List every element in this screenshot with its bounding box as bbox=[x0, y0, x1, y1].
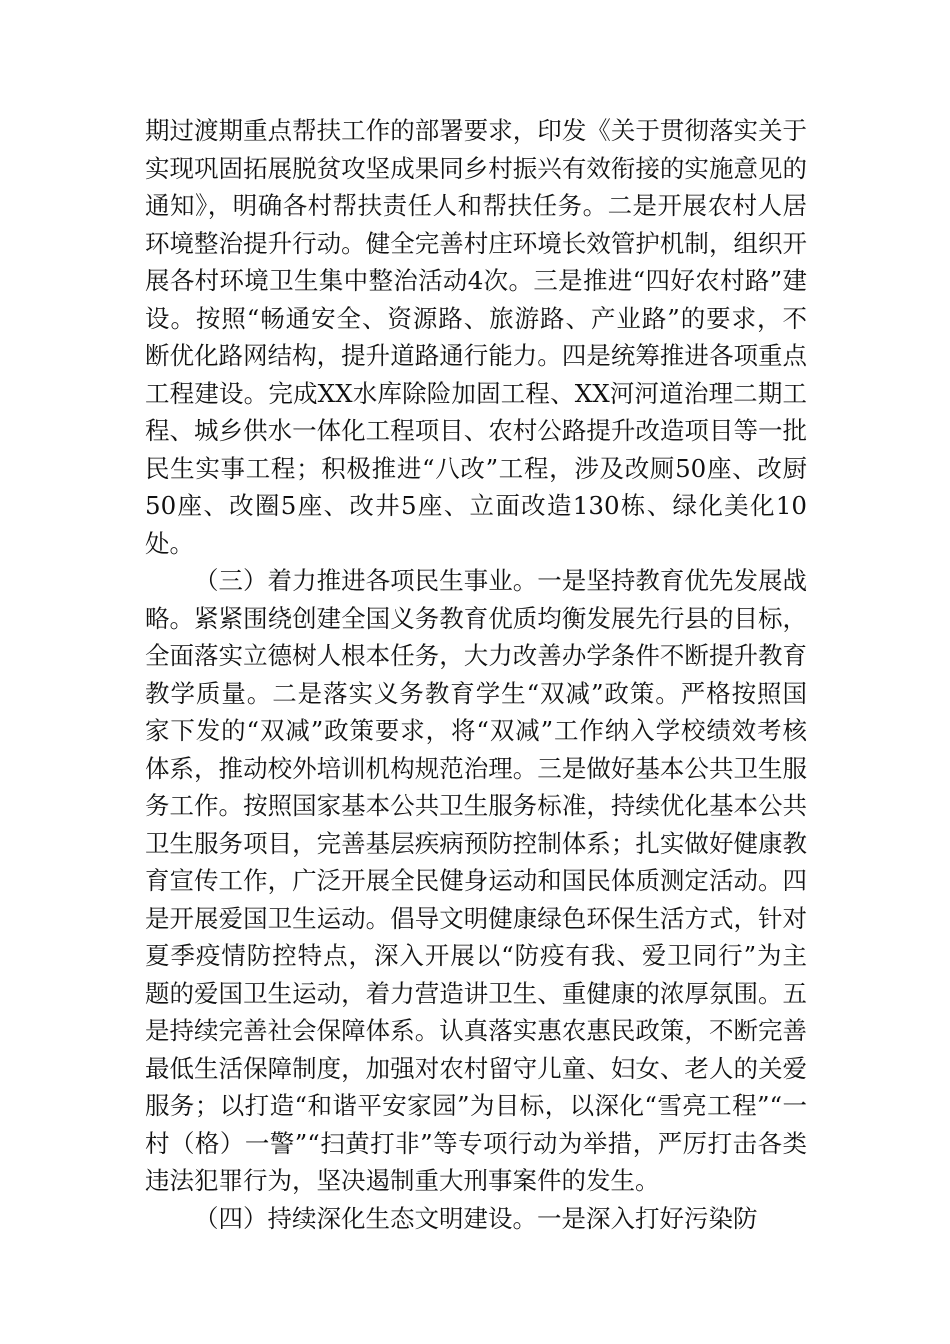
document-body bbox=[145, 112, 807, 1237]
paragraph-section-three: （三）着力推进各项民生事业。一是坚持教育优先发展战略。紧紧围绕创建全国义务教育优质均衡发展先行县的目标，全面落实立德树人根本任务，大力改善办学条件不断提升教育教学质量。二是落实义务教育学生“双减”政策。严格按照国家下发的“双减”政策要求，将“双减”工作纳入学校绩效考核体系，推动校外培训机构规范治理。三是做好基本公共卫生服务工作。按照国家基本公共卫生服务标准，持续优化基本公共卫生服务项目，完善基层疾病预防控制体系；扎实做好健康教育宣传工作，广泛开展全民健身运动和国民体质测定活动。四是开展爱国卫生运动。倡导文明健康绿色环保生活方式，针对夏季疫情防控特点，深入开展以“防疫有我、爱卫同行”为主题的爱国卫生运动，着力营造讲卫生、重健康的浓厚氛围。五是持续完善社会保障体系。认真落实惠农惠民政策，不断完善最低生活保障制度，加强对农村留守儿童、妇女、老人的关爱服务；以打造“和谐平安家园”为目标，以深化“雪亮工程”“一村（格）一警”“扫黄打非”等专项行动为举措，严厉打击各类违法犯罪行为，坚决遏制重大刑事案件的发生。 bbox=[145, 566, 807, 1195]
paragraph-continuation: 期过渡期重点帮扶工作的部署要求，印发《关于贯彻落实关于实现巩固拓展脱贫攻坚成果同乡村振兴有效衔接的实施意见的通知》，明确各村帮扶责任人和帮扶任务。二是开展农村人居环境整治提升行动。健全完善村庄环境长效管护机制，组织开展各村环境卫生集中整治活动4次。三是推进“四好农村路”建设。按照“畅通安全、资源路、旅游路、产业路”的要求，不断优化路网结构，提升道路通行能力。四是统筹推进各项重点工程建设。完成XX水库除险加固工程、XX河河道治理二期工程、城乡供水一体化工程项目、农村公路提升改造项目等一批民生实事工程；积极推进“八改”工程，涉及改厕50座、改厨50座、改圈5座、改井5座、立面改造130栋、绿化美化10处。 bbox=[145, 116, 807, 558]
paragraph-section-four: （四）持续深化生态文明建设。一是深入打好污染防 bbox=[194, 1203, 758, 1233]
